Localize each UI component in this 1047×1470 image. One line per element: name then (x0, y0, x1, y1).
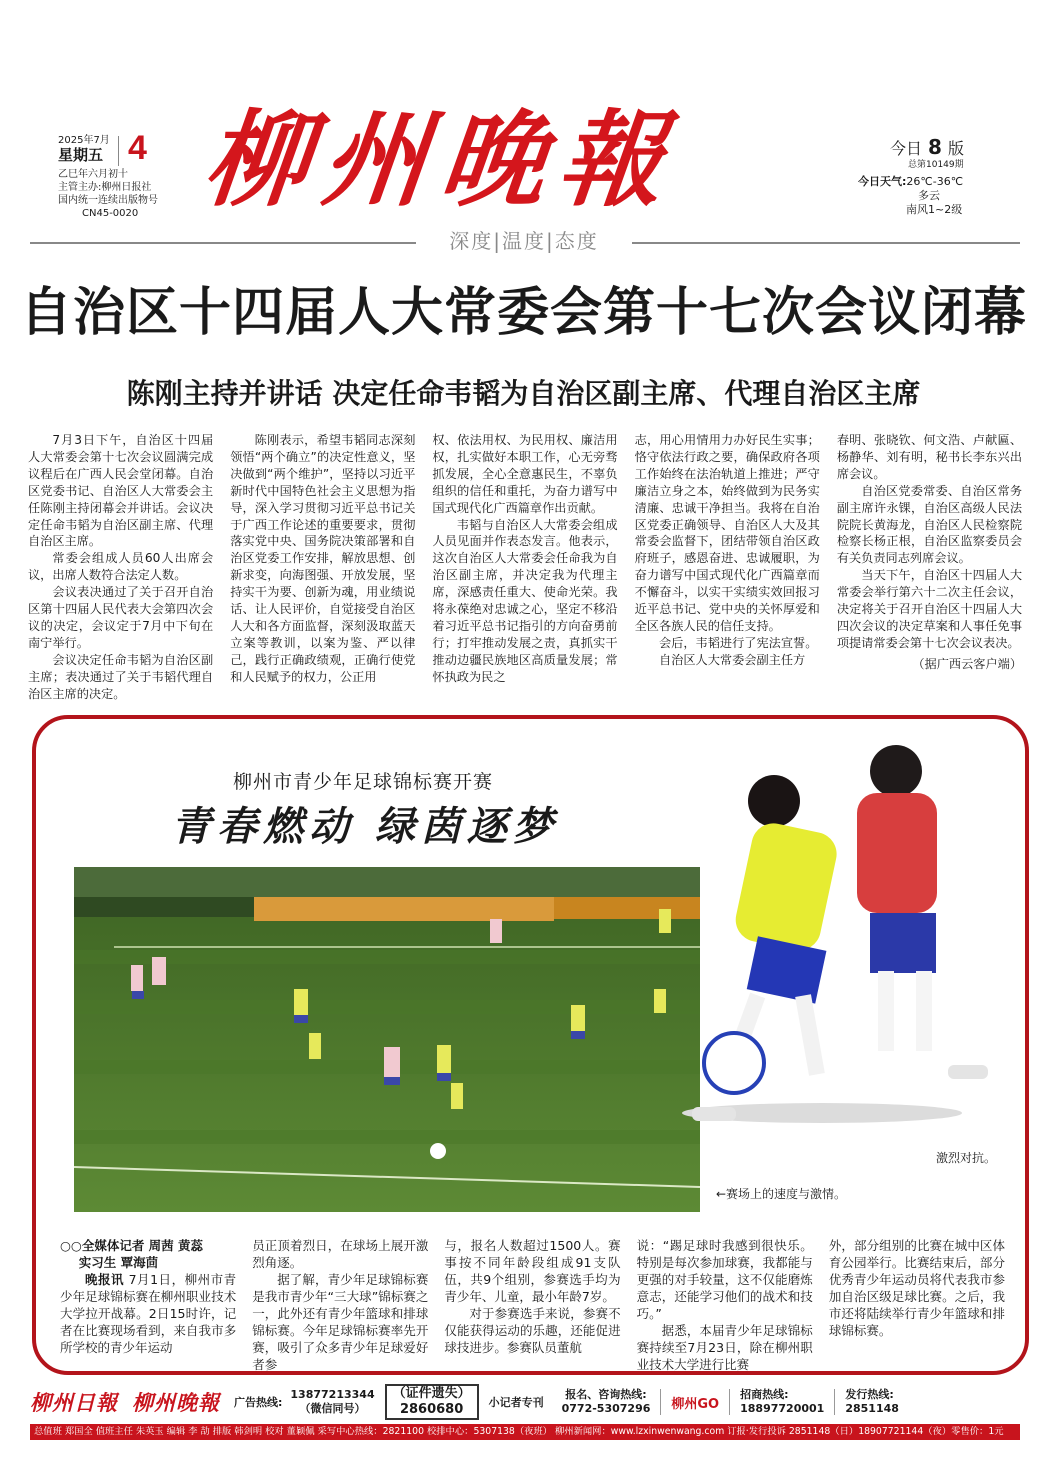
day-number: 4 (128, 129, 147, 167)
feature-title: 青春燃动 绿茵逐梦 (171, 803, 559, 850)
paragraph: 说：“踢足球时我感到很快乐。特别是每次参加球赛，我都能与更强的对手较量，这不仅能磨炼意志，还能学习他们的战术和技巧。” (636, 1238, 813, 1321)
weather-sky: 多云 (918, 189, 940, 202)
footer-divider (729, 1389, 730, 1415)
footer-ad-bar (30, 1384, 1020, 1420)
paragraph: 员正顶着烈日，在球场上展开激烈角逐。 (252, 1238, 429, 1270)
feature-column-1 (60, 1237, 236, 1373)
paragraph: 权、依法用权、为民用权、廉洁用权，扎实做好本职工作，心无旁骛抓发展，全心全意惠民生，不辜负组织的信任和重托，为奋力谱写中国式现代化广西篇章作出贡献。 (432, 433, 618, 515)
story-column-2 (230, 432, 415, 707)
story-column-1 (28, 432, 213, 707)
recruit-hotline: 招商热线: 18897720001 (740, 1388, 825, 1415)
byline: ○○全媒体记者 周茜 黄蕊 实习生 覃海茴 (60, 1238, 204, 1270)
paragraph: 会议决定任命韦韬为自治区副主席；表决通过了关于韦韬代理自治区主席的决定。 (28, 652, 214, 701)
paragraph: 据悉，本届青少年足球锦标赛持续至7月23日，除在柳州职业技术大学进行比赛 (636, 1323, 813, 1372)
issue-info (858, 135, 1008, 217)
main-headline: 自治区十四届人大常委会第十七次会议闭幕 (20, 283, 1028, 343)
liuzhou-go: 柳州GO (671, 1396, 720, 1412)
main-subheadline: 陈刚主持并讲话 决定任命韦韬为自治区副主席、代理自治区主席 (126, 377, 921, 410)
footer-divider (834, 1389, 835, 1415)
paragraph: 志，用心用情用力办好民生实事；恪守依法行政之要，确保政府各项工作始终在法治轨道上推进；严守廉洁立身之本，始终做到为民务实清廉、忠诚干净担当。我将在自治区党委正确领导、自治区人大及其常委会监督下，团结带领自治区政府班子，感恩奋进、忠诚履职，为奋力谱写中国式现代化广西篇章而不懈奋斗，以实干实绩实效回报习近平总书记、党中央的关怀厚爱和全区各族人民的信任支持。 (634, 433, 820, 633)
edition-count: 今日 8 版 (890, 135, 964, 159)
paragraph: 自治区人大常委会副主任方 (659, 652, 806, 667)
total-issue: 总第10149期 (908, 160, 964, 170)
paragraph: 自治区党委常委、自治区常务副主席许永锞，自治区高级人民法院院长黄海龙，自治区人民检察院检察长杨正根，自治区监察委员会有关负责同志列席会议。 (836, 483, 1023, 566)
story-column-3 (432, 432, 617, 707)
photo-caption-side: 激烈对抗。 (936, 1151, 997, 1165)
weekday: 星期五 (58, 146, 104, 164)
feature-body (60, 1237, 1005, 1373)
feature-column-3 (444, 1237, 620, 1373)
feature-column-4 (637, 1237, 813, 1373)
lost-notice: （证件遗失） 2860680 (385, 1384, 479, 1420)
lunar-date: 乙巳年六月初十 (58, 169, 128, 180)
date-divider (118, 136, 119, 166)
story-column-4 (635, 432, 820, 707)
feature-column-5 (829, 1237, 1005, 1373)
footer-logo-evening: 柳州晚報 (132, 1390, 220, 1415)
paragraph: 对于参赛选手来说，参赛不仅能获得运动的乐趣，还能促进球技进步。参赛队员董航 (444, 1306, 621, 1355)
paragraph: 会议表决通过了关于召开自治区第十四届人民代表大会第四次会议的决定，会议定于7月中下旬在南宁举行。 (28, 585, 214, 650)
feature-tagline: 柳州市青少年足球锦标赛开赛 (233, 771, 494, 793)
signup-hotline: 报名、咨询热线: 0772-5307296 (561, 1388, 651, 1415)
paragraph: 春明、张晓钦、何文浩、卢献匾、杨静华、刘有明，秘书长李东兴出席会议。 (836, 433, 1023, 481)
main-story-body (28, 432, 1022, 707)
slogan: 深度|温度|态度 (416, 228, 632, 254)
story-source: （据广西云客户端） (912, 656, 1023, 671)
football-field-image (74, 867, 700, 1212)
sponsor: 主管主办:柳州日报社 (58, 182, 152, 193)
feature-column-2 (252, 1237, 428, 1373)
footer-logo-daily: 柳州日報 (30, 1390, 118, 1415)
paragraph: 会后，韦韬进行了宪法宣誓。 (659, 635, 818, 650)
weather: 今日天气:26℃-36℃ (858, 175, 964, 188)
paragraph: 外，部分组别的比赛在城中区体育公园举行。比赛结束后，部分优秀青少年运动员将代表我市参加自治区级足球比赛。之后，我市还将陆续举行青少年篮球和排球锦标赛。 (828, 1238, 1006, 1338)
newspaper-logo: 柳州晚報 (198, 98, 684, 221)
match-photo (74, 867, 700, 1212)
paragraph: 7月3日下午，自治区十四届人大常委会第十七次会议圆满完成议程后在广西人民会堂闭幕。自治区党委书记、自治区人大常委会主任陈刚主持闭幕会并讲话。会议决定任命韦韬为自治区副主席、代理自治区主席。 (28, 433, 214, 549)
date-block (58, 129, 218, 220)
serial-label: 国内统一连续出版物号 (58, 195, 158, 206)
paragraph: 陈刚表示，希望韦韬同志深刻领悟“两个确立”的决定性意义，坚决做到“两个维护”，坚持以习近平新时代中国特色社会主义思想为指导，深入学习贯彻习近平总书记关于广西工作论述的重要要求，贯彻落实党中央、国务院决策部署和自治区党委工作安排，解放思想、创新求变，向海图强、开放发展，坚持实干为要、创新为魂，用业绩说话、让人民评价，自觉接受自治区人大和各方面监督，深刻汲取蓝天立案等教训，以案为鉴、严以律己，践行正确政绩观，正确行使党和人民赋予的权力，公正用 (230, 433, 416, 684)
football-feature (32, 715, 1029, 1375)
paragraph: 韦韬与自治区人大常委会组成人员见面并作表态发言。他表示，这次自治区人大常委会任命我为自治区副主席，并决定我为代理主席，深感责任重大、使命光荣。我将永葆绝对忠诚之心，坚定不移沿着习近平总书记指引的方向奋勇前行；打牢推动发展之责，真抓实干推动边疆民族地区高质量发展；常怀执政为民之 (432, 517, 618, 684)
serial-number: CN45-0020 (82, 208, 139, 219)
reporter-column: 小记者专刊 (488, 1396, 544, 1409)
paragraph: 晚报讯 7月1日，柳州市青少年足球锦标赛在柳州职业技术大学拉开战幕。2日15时许，记者在比赛现场看到，来自我市多所学校的青少年运动 (60, 1272, 237, 1355)
weather-wind: 南风1~2级 (906, 203, 963, 216)
ad-hotline: 广告热线: 13877213344 （微信同号） (234, 1388, 375, 1415)
distribution-hotline: 发行热线: 2851148 (845, 1388, 899, 1415)
action-photo (672, 713, 1012, 1163)
paragraph: 据了解，青少年足球锦标赛是我市青少年“三大球”锦标赛之一，此外还有青少年篮球和排球锦标赛。今年足球锦标赛率先开赛，吸引了众多青少年足球爱好者参 (252, 1272, 429, 1372)
staff-credits-bar: 总值班 郑国全 值班主任 朱英玉 编辑 李 劼 排版 韩剑明 校对 董颖佩 采写中心热线：2821100 校排中心：5307138（夜班） 柳州新闻网：www.lzxinwenwang.com 订报·发行投诉 2851148（日）18907721144（夜）零售价：1元 (30, 1424, 1020, 1440)
paragraph: 与，报名人数超过1500人。赛事按不同年龄段组成91支队伍，共9个组别，参赛选手均为青少年、儿童，最小年龄7岁。 (444, 1238, 621, 1304)
paragraph: 当天下午，自治区十四届人大常委会举行第六十二次主任会议，决定将关于召开自治区十四届人大四次会议的决定草案和人事任免事项提请常委会第十七次会议表决。 (836, 568, 1023, 650)
photo-caption-main: ←赛场上的速度与激情。 (716, 1187, 847, 1201)
footer-divider (660, 1389, 661, 1415)
date-year-month: 2025年7月 (58, 135, 110, 146)
paragraph: 常委会组成人员60人出席会议，出席人数符合法定人数。 (28, 551, 214, 583)
story-column-5 (837, 432, 1022, 707)
